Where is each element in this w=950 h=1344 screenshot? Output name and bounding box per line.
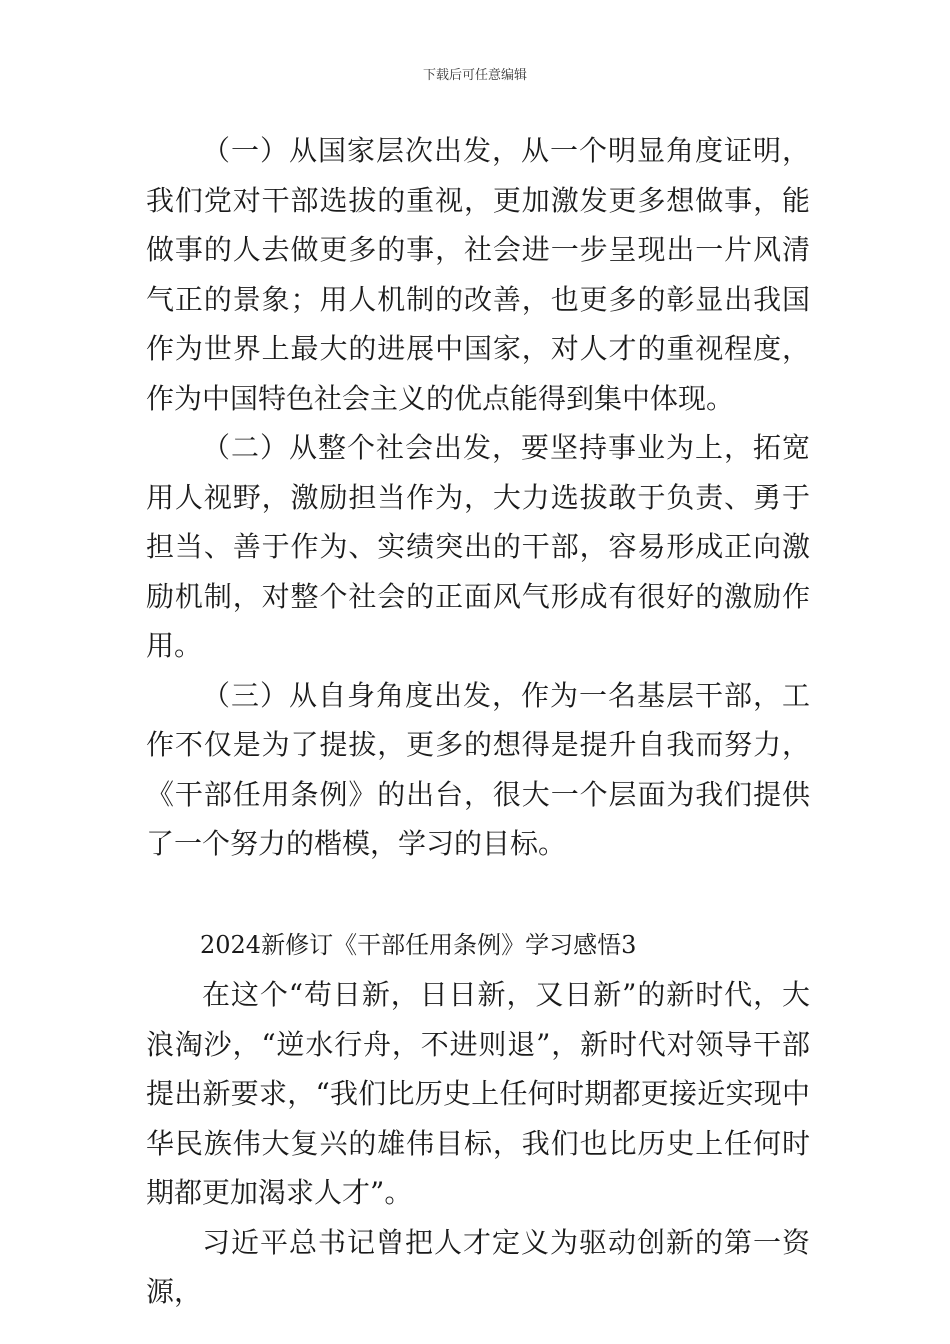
paragraph-5: 习近平总书记曾把人才定义为驱动创新的第一资源， [146, 1225, 810, 1308]
paragraph-1: （一）从国家层次出发，从一个明显角度证明，我们党对干部选拔的重视，更加激发更多想做事，能做事的人去做更多的事，社会进一步呈现出一片风清气正的景象；用人机制的改善，也更多的彰显出我国作为世界上最大的进展中国家，对人才的重视程度，作为中国特色社会主义的优点能得到集中体现。 [146, 134, 810, 415]
section-spacer [146, 869, 810, 921]
section-title: 2024新修订《干部任用条例》学习感悟3 [200, 930, 637, 959]
document-body [146, 126, 810, 1317]
page-header-note: 下载后可任意编辑 [422, 68, 527, 83]
paragraph-4: 在这个“苟日新，日日新，又日新”的新时代，大浪淘沙，“逆水行舟，不进则退”，新时代对领导干部提出新要求，“我们比历史上任何时期都更接近实现中华民族伟大复兴的雄伟目标，我们也比历史上任何时期都更加渴求人才”。 [146, 978, 810, 1209]
paragraph-3: （三）从自身角度出发，作为一名基层干部，工作不仅是为了提拔，更多的想得是提升自我而努力，《干部任用条例》的出台，很大一个层面为我们提供了一个努力的楷模，学习的目标。 [146, 678, 810, 860]
paragraph-2: （二）从整个社会出发，要坚持事业为上，拓宽用人视野，激励担当作为，大力选拔敢于负责、勇于担当、善于作为、实绩突出的干部，容易形成正向激励机制，对整个社会的正面风气形成有很好的激励作用。 [146, 431, 810, 662]
